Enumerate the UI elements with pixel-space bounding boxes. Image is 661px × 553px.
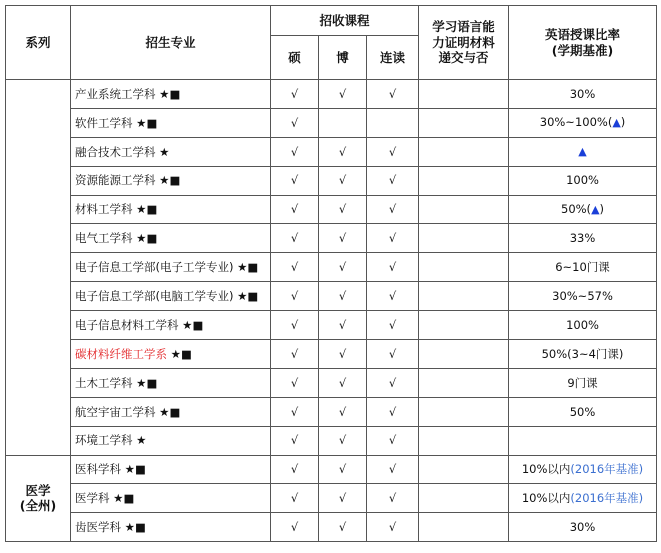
- lang-proof-cell: [419, 224, 509, 253]
- lang-proof-cell: [419, 455, 509, 484]
- rate-text: (2016年基准): [570, 462, 644, 477]
- check-phd: √: [319, 282, 367, 311]
- lang-proof-cell: [419, 311, 509, 340]
- check-combined: √: [367, 195, 419, 224]
- check-phd: √: [319, 397, 367, 426]
- rate-text: 50%(3~4门课): [541, 346, 624, 361]
- header-english-rate-line-1: 英语授课比率: [545, 26, 621, 42]
- triangle-icon: ▲: [578, 145, 587, 159]
- header-lang-proof-line-3: 递交与否: [438, 50, 489, 66]
- check-master: √: [271, 340, 319, 369]
- english-rate-cell: [509, 224, 657, 253]
- table-row: [6, 484, 657, 513]
- english-rate-cell: [509, 80, 657, 109]
- table-row: [6, 195, 657, 224]
- table-row: [6, 455, 657, 484]
- rate-text: 100%: [566, 173, 599, 188]
- rate-text: 10%以内: [521, 491, 571, 506]
- major-name: 电子信息工学部(电子工学专业) ★■: [71, 253, 271, 282]
- header-combined: 连读: [367, 36, 419, 80]
- triangle-icon: ▲: [591, 203, 600, 217]
- rate-text: 50%: [569, 404, 596, 419]
- rate-text: (2016年基准): [570, 491, 644, 506]
- lang-proof-cell: [419, 108, 509, 137]
- header-lang-proof-line-1: 学习语言能: [432, 19, 495, 35]
- lang-proof-cell: [419, 282, 509, 311]
- major-name: 电气工学科 ★■: [71, 224, 271, 253]
- lang-proof-cell: [419, 368, 509, 397]
- lang-proof-cell: [419, 166, 509, 195]
- check-phd: √: [319, 311, 367, 340]
- check-master: √: [271, 224, 319, 253]
- english-rate-cell: [509, 340, 657, 369]
- major-name: 资源能源工学科 ★■: [71, 166, 271, 195]
- table-body: [6, 80, 657, 542]
- check-master: √: [271, 80, 319, 109]
- rate-text: ): [599, 202, 605, 217]
- check-phd: √: [319, 137, 367, 166]
- header-lang-proof-line-2: 力证明材料: [432, 34, 495, 50]
- check-master: √: [271, 137, 319, 166]
- check-master: √: [271, 253, 319, 282]
- check-master: √: [271, 397, 319, 426]
- check-combined: √: [367, 397, 419, 426]
- english-rate-cell: [509, 311, 657, 340]
- check-combined: √: [367, 340, 419, 369]
- table-row: [6, 108, 657, 137]
- english-rate-cell: [509, 195, 657, 224]
- check-phd: √: [319, 368, 367, 397]
- lang-proof-cell: [419, 253, 509, 282]
- rate-text: 30%~57%: [552, 288, 613, 303]
- major-name: 环境工学科 ★: [71, 426, 271, 455]
- table-row: [6, 311, 657, 340]
- check-phd: √: [319, 455, 367, 484]
- rate-text: 30%: [569, 520, 596, 535]
- check-master: √: [271, 513, 319, 542]
- major-name-highlight: 碳材料纤维工学系: [75, 346, 167, 361]
- check-phd: √: [319, 513, 367, 542]
- rate-text: 6~10门课: [555, 260, 610, 275]
- major-name: 软件工学科 ★■: [71, 108, 271, 137]
- table-row: [6, 80, 657, 109]
- check-phd: √: [319, 340, 367, 369]
- check-combined: √: [367, 137, 419, 166]
- major-name: 航空宇宙工学科 ★■: [71, 397, 271, 426]
- header-courses: 招收课程: [271, 6, 419, 36]
- lang-proof-cell: [419, 484, 509, 513]
- header-master: 硕: [271, 36, 319, 80]
- lang-proof-cell: [419, 513, 509, 542]
- rate-text: 9门课: [567, 375, 598, 390]
- check-master: √: [271, 368, 319, 397]
- check-combined: √: [367, 166, 419, 195]
- major-name: 产业系统工学科 ★■: [71, 80, 271, 109]
- major-name: 电子信息工学部(电脑工学专业) ★■: [71, 282, 271, 311]
- rate-text: ): [620, 115, 626, 130]
- dept-medical: [6, 455, 71, 542]
- check-phd: √: [319, 224, 367, 253]
- table-row: [6, 253, 657, 282]
- dept-medical-line: 医学: [25, 482, 51, 498]
- lang-proof-cell: [419, 340, 509, 369]
- check-combined: √: [367, 224, 419, 253]
- table-row: [6, 166, 657, 195]
- english-rate-cell: [509, 455, 657, 484]
- check-master: √: [271, 282, 319, 311]
- rate-text: 100%: [566, 317, 599, 332]
- header-lang-proof: [419, 6, 509, 80]
- check-master: √: [271, 195, 319, 224]
- check-combined: √: [367, 368, 419, 397]
- check-phd: √: [319, 426, 367, 455]
- check-master: √: [271, 108, 319, 137]
- rate-text: 33%: [569, 231, 596, 246]
- rate-text: 10%以内: [521, 462, 571, 477]
- english-rate-cell: [509, 484, 657, 513]
- check-combined: √: [367, 253, 419, 282]
- check-combined: √: [367, 513, 419, 542]
- check-combined: √: [367, 484, 419, 513]
- check-phd: √: [319, 166, 367, 195]
- english-rate-cell: [509, 513, 657, 542]
- major-name: 齿医学科 ★■: [71, 513, 271, 542]
- header-dept: 系列: [6, 6, 71, 80]
- lang-proof-cell: [419, 397, 509, 426]
- table-row: [6, 224, 657, 253]
- table-row: [6, 426, 657, 455]
- check-combined: [367, 108, 419, 137]
- english-rate-cell: [509, 426, 657, 455]
- check-master: √: [271, 166, 319, 195]
- header-major: 招生专业: [71, 6, 271, 80]
- check-combined: √: [367, 282, 419, 311]
- major-name: [71, 340, 271, 369]
- check-combined: √: [367, 80, 419, 109]
- rate-text: 50%(: [561, 202, 592, 217]
- english-rate-cell: [509, 166, 657, 195]
- english-rate-cell: [509, 253, 657, 282]
- check-combined: √: [367, 455, 419, 484]
- rate-text: 30%~100%(: [539, 115, 613, 130]
- triangle-icon: ▲: [612, 116, 621, 130]
- english-rate-cell: [509, 108, 657, 137]
- check-phd: √: [319, 484, 367, 513]
- major-name: 电子信息材料工学科 ★■: [71, 311, 271, 340]
- table-row: [6, 368, 657, 397]
- english-rate-cell: [509, 368, 657, 397]
- table-row: [6, 137, 657, 166]
- english-rate-cell: [509, 397, 657, 426]
- table-row: [6, 397, 657, 426]
- english-rate-cell: [509, 137, 657, 166]
- major-name: 融合技术工学科 ★: [71, 137, 271, 166]
- dept-engineering: [6, 80, 71, 456]
- admissions-table: [5, 5, 657, 542]
- major-name: 医科学科 ★■: [71, 455, 271, 484]
- check-combined: √: [367, 311, 419, 340]
- dept-medical-line: (全州): [19, 498, 57, 514]
- header-english-rate-line-2: (学期基准): [551, 42, 614, 58]
- lang-proof-cell: [419, 426, 509, 455]
- lang-proof-cell: [419, 195, 509, 224]
- check-combined: √: [367, 426, 419, 455]
- major-marks: ★■: [167, 346, 192, 361]
- header-english-rate: [509, 6, 657, 80]
- check-phd: √: [319, 195, 367, 224]
- table-row: [6, 340, 657, 369]
- check-master: √: [271, 426, 319, 455]
- check-master: √: [271, 311, 319, 340]
- check-phd: √: [319, 253, 367, 282]
- check-phd: √: [319, 80, 367, 109]
- major-name: 材料工学科 ★■: [71, 195, 271, 224]
- check-phd: [319, 108, 367, 137]
- rate-text: 30%: [569, 86, 596, 101]
- check-master: √: [271, 484, 319, 513]
- major-name: 医学科 ★■: [71, 484, 271, 513]
- lang-proof-cell: [419, 137, 509, 166]
- check-master: √: [271, 455, 319, 484]
- lang-proof-cell: [419, 80, 509, 109]
- table-row: [6, 282, 657, 311]
- english-rate-cell: [509, 282, 657, 311]
- table-row: [6, 513, 657, 542]
- header-phd: 博: [319, 36, 367, 80]
- major-name: 土木工学科 ★■: [71, 368, 271, 397]
